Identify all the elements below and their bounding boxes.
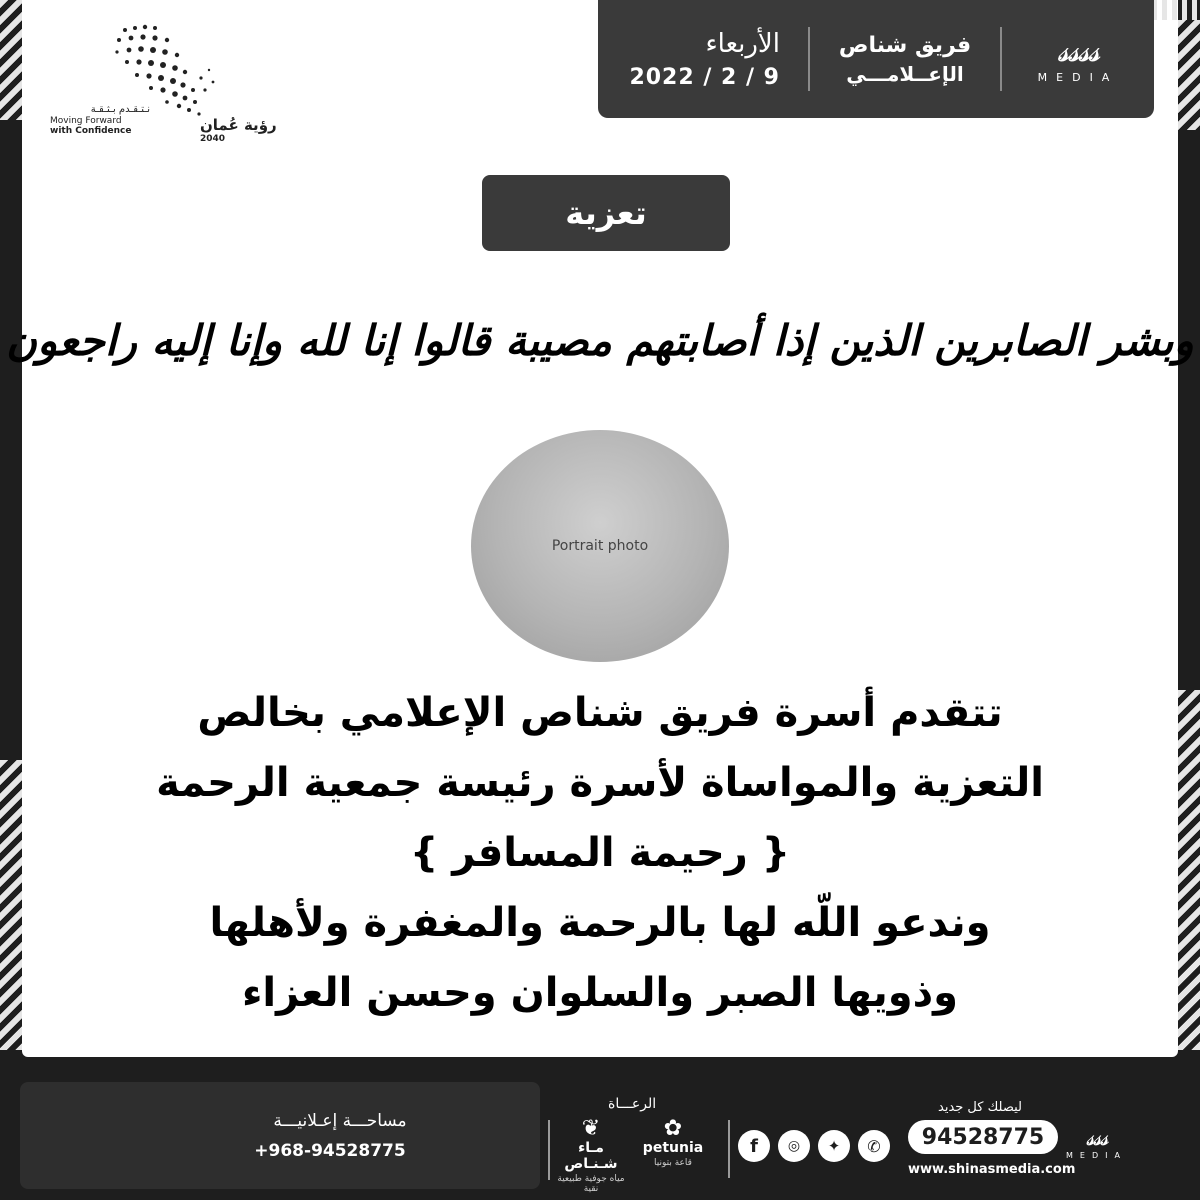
header-team	[810, 33, 1000, 86]
sponsor-name: مـاء شـنـاص	[564, 1140, 618, 1172]
message-line: وذويها الصبر والسلوان وحسن العزاء	[241, 970, 959, 1016]
decorative-stripes-left-top	[0, 0, 22, 120]
footer-media-logo	[1066, 1126, 1127, 1160]
decorative-stripes-right-bottom	[1178, 690, 1200, 1050]
social-contact	[728, 1100, 1158, 1190]
vision-tagline	[50, 104, 150, 136]
website-link[interactable]: www.shinasmedia.com	[908, 1162, 1076, 1177]
vision-year: 2040	[200, 134, 226, 144]
decorative-stripes-left-bottom	[0, 760, 22, 1050]
vision-brand: رؤية عُمان	[200, 116, 277, 134]
sponsor-shinas-water	[556, 1118, 626, 1194]
message-line: التعزية والمواساة لأسرة رئيسة جمعية الرحمة	[156, 760, 1044, 806]
instagram-icon[interactable]: ◎	[778, 1130, 810, 1162]
header-day: الأربعاء	[705, 28, 780, 59]
quran-verse: وبشر الصابرين الذين إذا أصابتهم مصيبة قالوا إنا لله وإنا إليه راجعون	[6, 315, 1194, 365]
media-logo-text: MEDIA	[1037, 71, 1119, 84]
sponsor-petunia	[638, 1118, 708, 1168]
sponsor-name: petunia	[642, 1140, 704, 1156]
sponsor-subtitle: قاعة بتونيا	[654, 1158, 692, 1168]
message-line: تتقدم أسرة فريق شناص الإعلامي بخالص	[197, 690, 1003, 736]
facebook-icon[interactable]: f	[738, 1130, 770, 1162]
sponsors	[548, 1096, 718, 1194]
portrait-placeholder-label: Portrait photo	[551, 538, 649, 554]
sponsor-subtitle: مياه جوفية طبيعية نقية	[557, 1174, 625, 1194]
message-line: وندعو اللّه لها بالرحمة والمغفرة ولأهلها	[209, 900, 991, 946]
header-date	[598, 28, 808, 91]
ad-space-box	[20, 1082, 540, 1189]
media-logo-mark: 𝓼𝓼𝓼𝓼	[1057, 34, 1099, 69]
media-logo-mark: 𝓼𝓼𝓼	[1085, 1126, 1107, 1151]
twitter-icon[interactable]: ✦	[818, 1130, 850, 1162]
decorative-stripes-right-top	[1178, 20, 1200, 130]
header-team-line1: فريق شناص	[838, 32, 972, 58]
portrait-photo	[471, 430, 729, 662]
vision-tagline-ar: نـتـقـدم بـثـقـة	[90, 104, 150, 115]
sponsors-label: الرعـــاة	[608, 1096, 657, 1112]
header-team-line2: الإعــلامـــي	[846, 61, 964, 86]
ad-space-label: مساحـــة إعـلانيـــة	[273, 1110, 407, 1131]
leaf-icon: ❦	[581, 1116, 601, 1141]
condolence-message	[80, 678, 1120, 1028]
vision-tagline-en2: with Confidence	[50, 125, 132, 136]
lotus-icon: ✿	[663, 1116, 683, 1141]
message-line: { رحيمة المسافر }	[409, 830, 791, 876]
page-title: تعزية	[482, 175, 730, 251]
header-date-number: 2022 / 2 / 9	[629, 65, 780, 91]
social-divider	[728, 1120, 730, 1178]
sponsors-divider	[548, 1120, 550, 1180]
oman-vision-logo	[50, 20, 290, 144]
ad-space-phone[interactable]: +968-94528775	[254, 1140, 406, 1161]
decorative-corner-bars	[1152, 0, 1200, 20]
vision-tagline-en1: Moving Forward	[50, 115, 122, 126]
media-logo-text: MEDIA	[1066, 1151, 1127, 1160]
contact-phone[interactable]: 94528775	[908, 1120, 1058, 1154]
header-box	[598, 0, 1154, 118]
social-caption: ليصلك كل جديد	[938, 1100, 1023, 1115]
whatsapp-icon[interactable]: ✆	[858, 1130, 890, 1162]
header-media-logo	[1002, 34, 1154, 84]
